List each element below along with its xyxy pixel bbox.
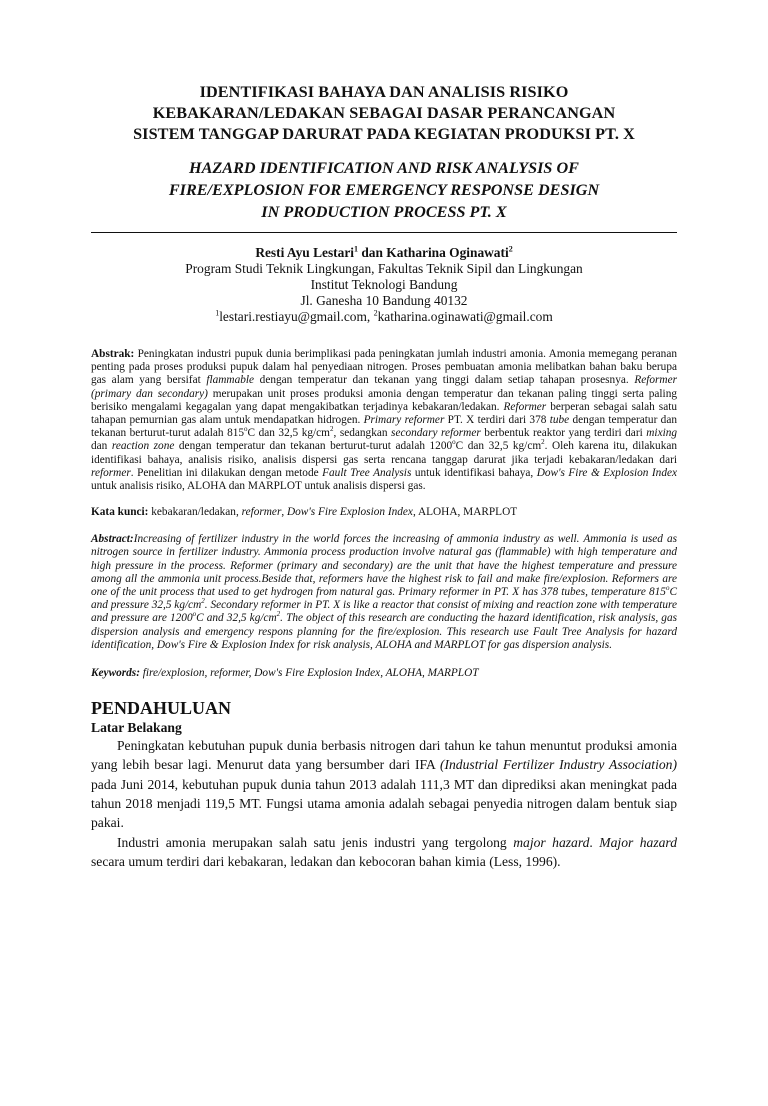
square-superscript: 2 (329, 425, 334, 434)
author-emails (91, 309, 677, 325)
abstract-italic: tube (549, 414, 570, 427)
abstract-text: C dan 32,5 kg/cm (455, 440, 542, 453)
abstract-italic: Fault Tree Analysis (322, 466, 412, 479)
abstract-italic: Dow's Fire & Explosion Index (536, 466, 678, 479)
title-line: HAZARD IDENTIFICATION AND RISK ANALYSIS OF (189, 159, 579, 177)
square-superscript: 2 (541, 438, 545, 447)
keywords-indonesian (91, 506, 677, 519)
abstract-text: dan (91, 440, 112, 453)
author-2-affiliation: 2 (508, 244, 513, 254)
title-indonesian (91, 82, 677, 145)
degree-superscript: o (452, 438, 456, 447)
abstract-label: Abstract: (91, 533, 134, 546)
email-2-marker: 2 (373, 308, 378, 318)
abstract-italic: Reformer (primary dan secondary) (91, 374, 677, 400)
paragraph-text: . (589, 834, 600, 850)
abstract-italic: reformer (91, 466, 131, 479)
degree-superscript: o (192, 610, 197, 619)
abstract-italic: secondary reformer (391, 427, 481, 440)
abstract-text: dengan temperatur dan tekanan yang tinggi dalam setiap tahapan prosesnya. (254, 374, 635, 387)
keywords-label: Kata kunci: (91, 506, 149, 519)
abstract-italic: reaction zone (111, 440, 175, 453)
abstract-text: untuk identifikasi bahaya, (411, 466, 537, 479)
abstract-text: C and pressure 32,5 kg/cm (91, 586, 677, 612)
paragraph-italic: Major hazard (599, 834, 678, 850)
abstract-italic: mixing (646, 427, 678, 440)
abstract-indonesian (91, 348, 677, 493)
title-line: IDENTIFIKASI BAHAYA DAN ANALISIS RISIKO (199, 83, 569, 101)
author-1-affiliation: 1 (354, 244, 358, 254)
abstract-text: merupakan unit proses produksi amonia dengan temperatur dan tekanan paling tinggi serta paling berisiko mengalami kegagalan yang dapat mengakibatkan terjadinya kebakaran/ledakan. (91, 387, 677, 413)
email-1-marker: 1 (215, 308, 220, 318)
abstract-italic: flammable (206, 374, 255, 387)
abstract-text: Increasing of fertilizer industry in the world forces the increasing of ammonia industry as well. Ammonia is used as nitrogen source in fertilizer industry. Ammonia process production involve natural gas (flammable) with high temperature and high pressure in the process. Reformer (primary and secondary) are the unit that have the highest temperature and pressure among all the ammonia unit process.Beside that, reformers have the highest risk to fail and make fire/explosion. Reformers are one of the unit process that used to get hydrogen from natural gas. Primary reformer in PT. X has 378 tubes, temperature 815 (91, 533, 677, 599)
square-superscript: 2 (201, 597, 205, 606)
abstract-text: . Oleh karena itu, dilakukan identifikasi bahaya, analisis risiko, analisis dispersi gas serta rencana tanggap darurat jika terjadi kebakaran/ledakan dari (91, 440, 678, 466)
keywords-text: , ALOHA, MARPLOT (412, 506, 518, 519)
paragraph-italic: major hazard (513, 834, 590, 850)
paper-page (0, 82, 768, 1106)
abstract-text: dengan temperatur dan tekanan berturut-turut adalah 1200 (174, 440, 453, 453)
email-2: katharina.oginawati@gmail.com (377, 309, 553, 324)
affiliation-institute: Institut Teknologi Bandung (310, 277, 458, 292)
body-paragraph-2 (91, 833, 677, 872)
square-superscript: 2 (276, 610, 281, 619)
paragraph-text: Peningkatan kebutuhan pupuk dunia berbasis nitrogen dari tahun ke tahun menuntut produksi amonia yang lebih besar lagi. Menurut data yang bersumber dari IFA (91, 738, 677, 773)
abstract-text: berbentuk reaktor yang terdiri dari (480, 427, 647, 440)
keywords-italic: Dow's Fire Explosion Index (287, 506, 413, 519)
keywords-text: kebakaran/ledakan, (148, 506, 242, 519)
abstract-label: Abstrak: (91, 348, 135, 360)
affiliation-program: Program Studi Teknik Lingkungan, Fakultas Teknik Sipil dan Lingkungan (185, 261, 583, 276)
paragraph-text: Industri amonia merupakan salah satu jenis industri yang tergolong (117, 834, 514, 850)
degree-superscript: o (244, 425, 248, 434)
body-paragraph-1 (91, 736, 677, 832)
abstract-text: untuk analisis risiko, ALOHA dan MARPLOT untuk analisis dispersi gas. (91, 480, 426, 493)
abstract-text: berperan sebagai salah satu tahapan pemurnian gas alam untuk mendapatkan hidrogen. (91, 400, 677, 427)
abstract-text: . Penelitian ini dilakukan dengan metode (130, 466, 323, 479)
author-block (91, 245, 677, 325)
author-1: Resti Ayu Lestari (255, 245, 354, 260)
abstract-italic: Reformer (503, 400, 547, 413)
keywords-english (91, 667, 677, 680)
paragraph-text: pada Juni 2014, kebutuhan pupuk dunia tahun 2013 adalah 111,3 MT dan diprediksi akan meningkat pada tahun 2018 menjadi 119,5 MT. Fungsi utama amonia adalah sebagai penyedia nitrogen dalam bentuk siap pakai. (91, 776, 677, 831)
keywords-italic: reformer (241, 506, 282, 519)
title-english (91, 157, 677, 223)
affiliation-address: Jl. Ganesha 10 Bandung 40132 (300, 293, 468, 308)
abstract-english (91, 533, 677, 652)
paragraph-italic: (Industrial Fertilizer Industry Association) (439, 757, 677, 773)
keywords-text: fire/explosion, reformer, Dow's Fire Explosion Index, ALOHA, MARPLOT (139, 667, 479, 680)
degree-superscript: o (665, 584, 670, 593)
subsection-heading: Latar Belakang (91, 720, 182, 736)
title-line: SISTEM TANGGAP DARURAT PADA KEGIATAN PRODUKSI PT. X (133, 125, 635, 143)
author-names (91, 245, 677, 261)
abstract-text: Peningkatan industri pupuk dunia berimplikasi pada peningkatan jumlah industri amonia. Amonia memegang peranan penting pada proses produksi pupuk dalam hal penyediaan nitrogen. Proses pembuatan amonia melibatkan bahan baku berupa gas alam yang bersifat (91, 348, 677, 387)
abstract-text: C and 32,5 kg/cm (196, 612, 277, 625)
title-line: IN PRODUCTION PROCESS PT. X (261, 203, 507, 221)
abstract-text: C dan 32,5 kg/cm (247, 427, 330, 440)
email-1: lestari.restiayu@gmail.com, (219, 309, 374, 324)
keywords-text: , (281, 506, 287, 519)
title-line: KEBAKARAN/LEDAKAN SEBAGAI DASAR PERANCANGAN (152, 104, 616, 122)
keywords-label: Keywords: (91, 667, 140, 680)
abstract-text: dengan temperatur dan tekanan berturut-turut adalah 815 (91, 414, 677, 440)
abstract-italic: Primary reformer (363, 414, 445, 427)
abstract-text: . Secondary reformer in PT. X is like a reactor that consist of mixing and reaction zone with temperature and pressure are 1200 (91, 599, 677, 625)
title-divider (91, 232, 677, 233)
author-2: Katharina Oginawati (386, 245, 509, 260)
paragraph-text: secara umum terdiri dari kebakaran, ledakan dan kebocoran bahan kimia (Less, 1996). (91, 853, 561, 869)
abstract-text: . The object of this research are conducting the hazard identification, risk analysis, gas dispersion analysis and emergency respons planning for the fire/explosion. This research use Fault Tree Analysis for hazard identification, Dow's Fire & Explosion Index for risk analysis, ALOHA and MARPLOT for gas dispersion analysis. (91, 612, 677, 651)
title-line: FIRE/EXPLOSION FOR EMERGENCY RESPONSE DESIGN (168, 181, 600, 199)
abstract-text: PT. X terdiri dari 378 (444, 414, 550, 427)
section-heading: PENDAHULUAN (91, 698, 232, 719)
author-conjunction: dan (358, 245, 387, 260)
abstract-text: , sedangkan (333, 427, 392, 440)
